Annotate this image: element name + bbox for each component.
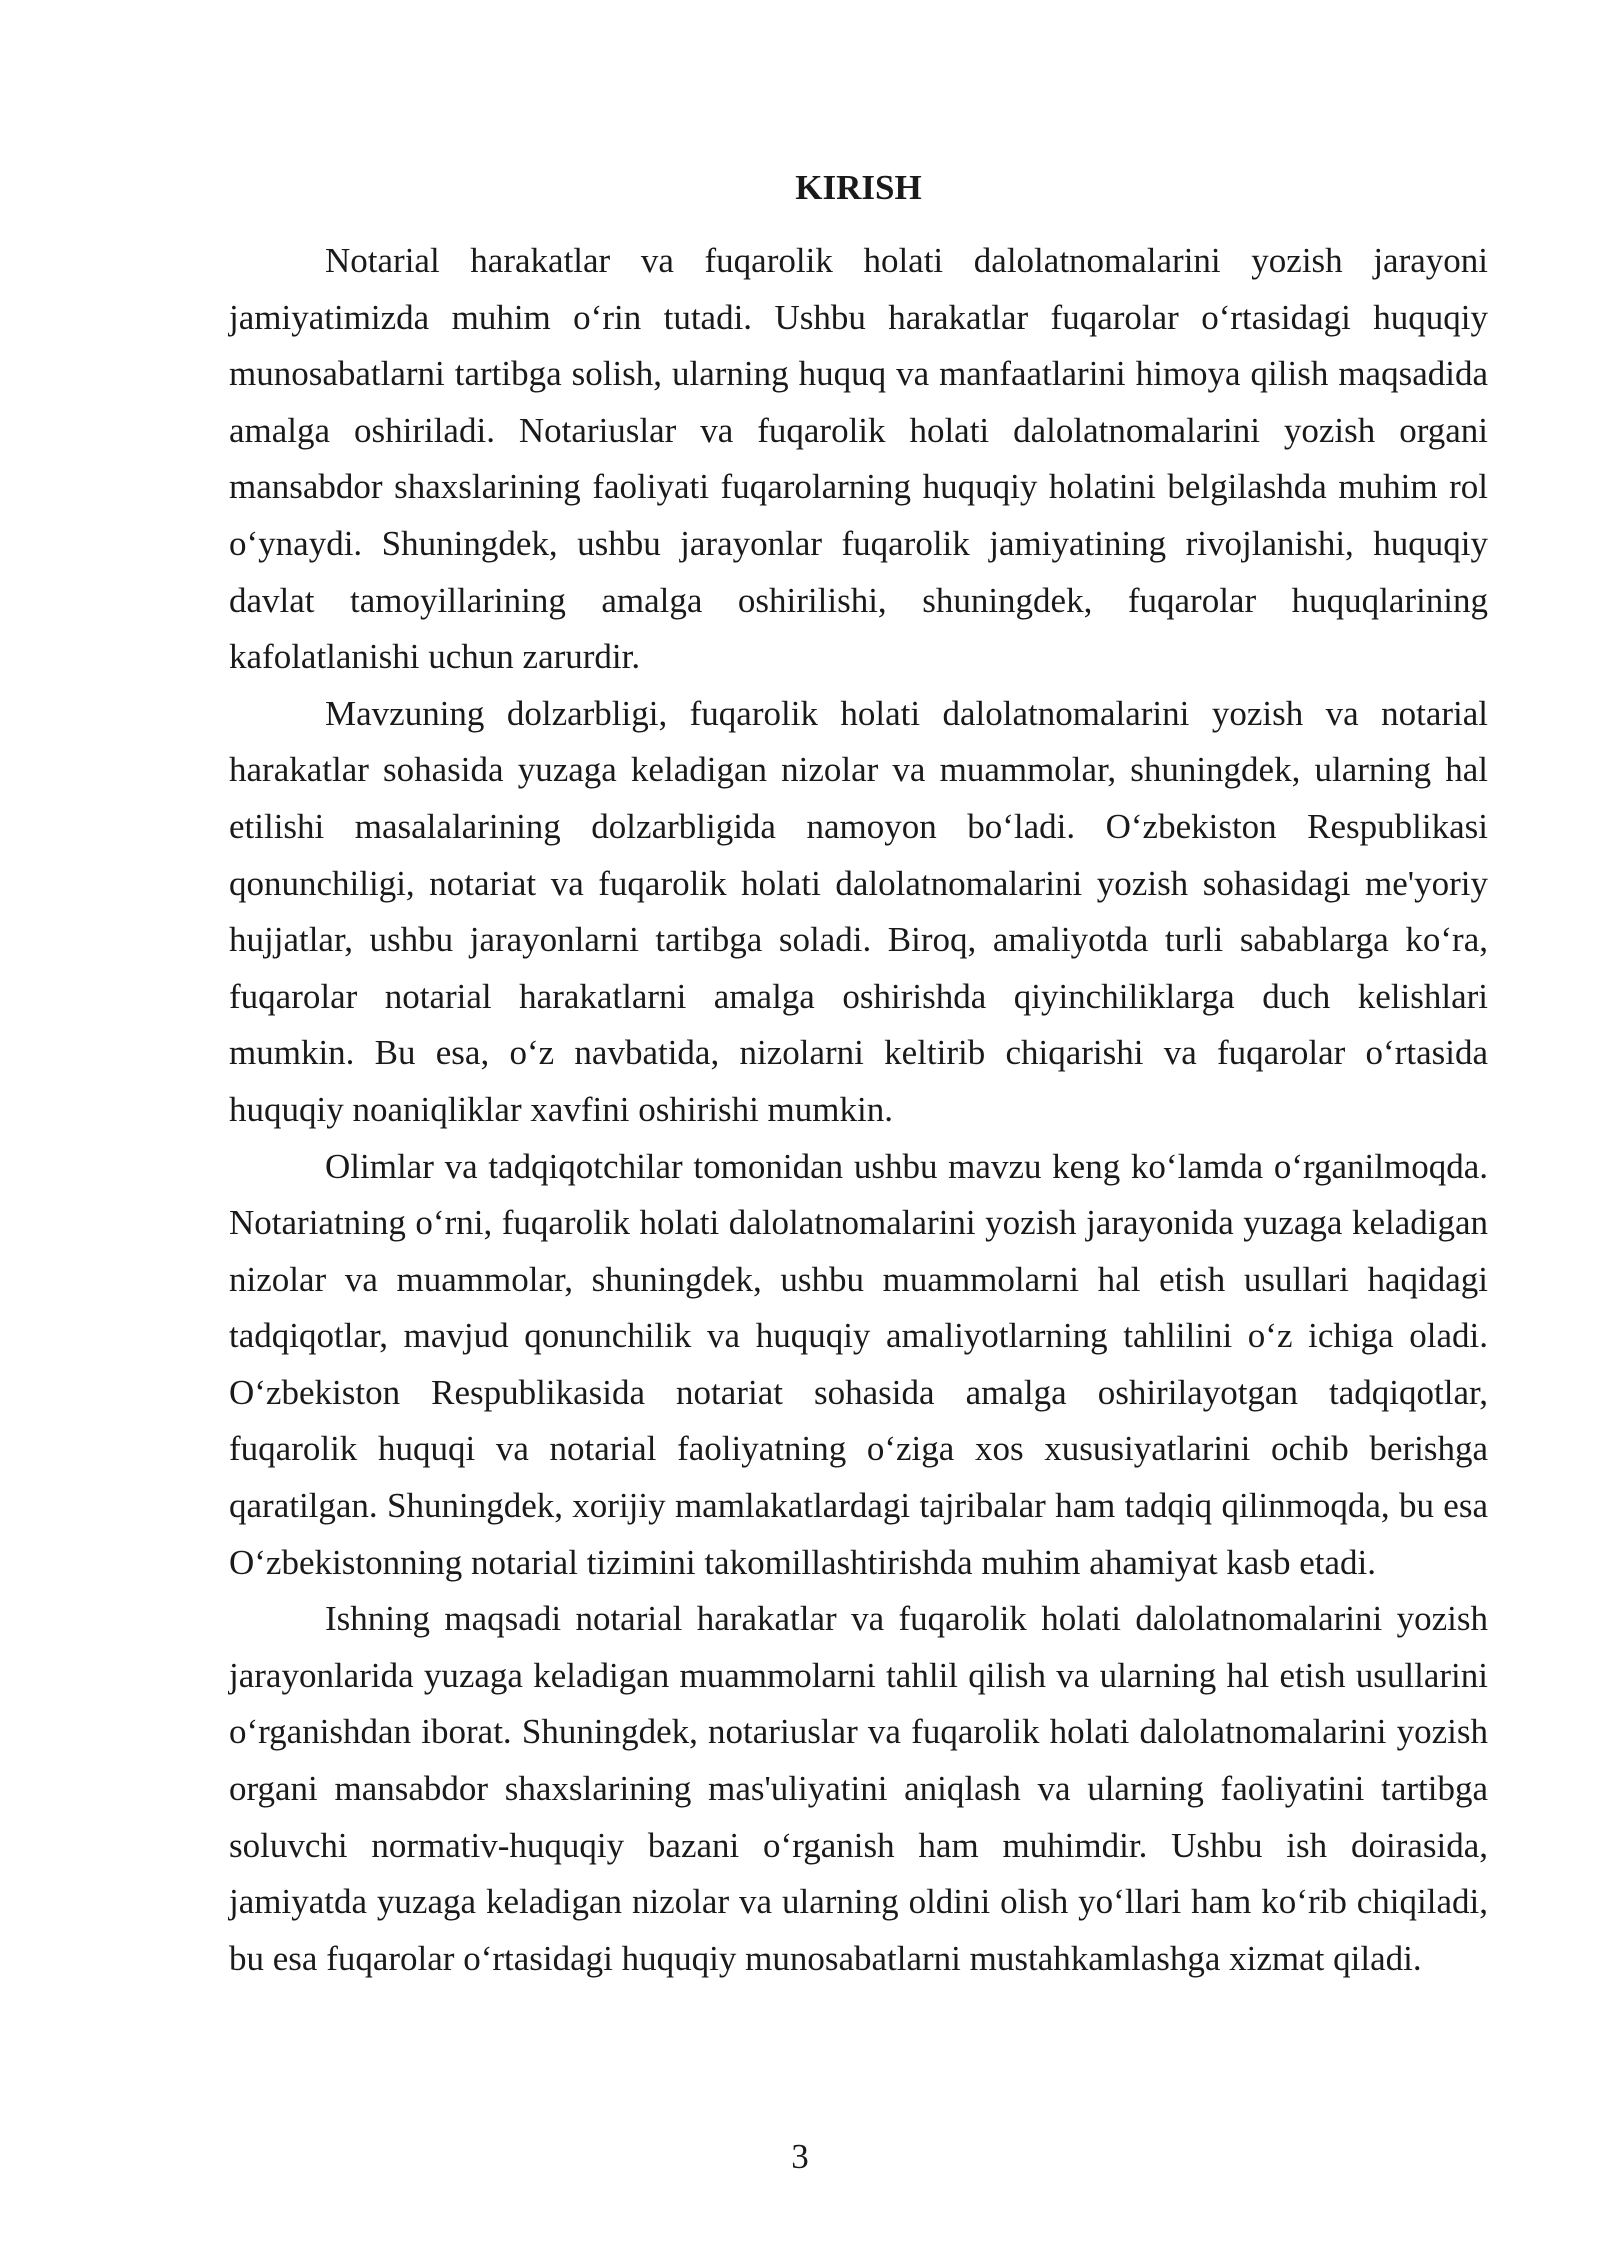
page-title: KIRISH: [795, 168, 922, 207]
page-number: 3: [791, 2137, 809, 2176]
paragraph-relevance: Mavzuning dolzarbligi, fuqarolik holati dalolatnomalarini yozish va notarial harakatlar sohasida yuzaga keladigan nizolar va muammolar, shuningdek, ularning hal etilishi masalalarining dolzarbligida namoyon bo‘ladi. O‘zbekiston Respublikasi qonunchiligi, notariat va fuqarolik holati dalolatnomalarini yozish sohasidagi me'yoriy hujjatlar, ushbu jarayonlarni tartibga soladi. Biroq, amaliyotda turli sabablarga ko‘ra, fuqarolar notarial harakatlarni amalga oshirishda qiyinchiliklarga duch kelishlari mumkin. Bu esa, o‘z navbatida, nizolarni keltirib chiqarishi va fuqarolar o‘rtasida huquqiy noaniqliklar xavfini oshirishi mumkin.: [229, 693, 1488, 1129]
paragraph-intro: Notarial harakatlar va fuqarolik holati dalolatnomalarini yozish jarayoni jamiyatimizda muhim o‘rin tutadi. Ushbu harakatlar fuqarolar o‘rtasidagi huquqiy munosabatlarni tartibga solish, ularning huquq va manfaatlarini himoya qilish maqsadida amalga oshiriladi. Notariuslar va fuqarolik holati dalolatnomalarini yozish organi mansabdor shaxslarining faoliyati fuqarolarning huquqiy holatini belgilashda muhim rol o‘ynaydi. Shuningdek, ushbu jarayonlar fuqarolik jamiyatining rivojlanishi, huquqiy davlat tamoyillarining amalga oshirilishi, shuningdek, fuqarolar huquqlarining kafolatlanishi uchun zarurdir.: [229, 241, 1488, 677]
paragraph-goal: Ishning maqsadi notarial harakatlar va fuqarolik holati dalolatnomalarini yozish jarayonlarida yuzaga keladigan muammolarni tahlil qilish va ularning hal etish usullarini o‘rganishdan iborat. Shuningdek, notariuslar va fuqarolik holati dalolatnomalarini yozish organi mansabdor shaxslarining mas'uliyatini aniqlash va ularning faoliyatini tartibga soluvchi normativ-huquqiy bazani o‘rganish ham muhimdir. Ushbu ish doirasida, jamiyatda yuzaga keladigan nizolar va ularning oldini olish yo‘llari ham ko‘rib chiqiladi, bu esa fuqarolar o‘rtasidagi huquqiy munosabatlarni mustahkamlashga xizmat qiladi.: [229, 1599, 1488, 1978]
document-body: [229, 160, 1488, 1987]
paragraph-research: Olimlar va tadqiqotchilar tomonidan ushbu mavzu keng ko‘lamda o‘rganilmoqda. Notariatning o‘rni, fuqarolik holati dalolatnomalarini yozish jarayonida yuzaga keladigan nizolar va muammolar, shuningdek, ushbu muammolarni hal etish usullari haqidagi tadqiqotlar, mavjud qonunchilik va huquqiy amaliyotlarning tahlilini o‘z ichiga oladi. O‘zbekiston Respublikasida notariat sohasida amalga oshirilayotgan tadqiqotlar, fuqarolik huquqi va notarial faoliyatning o‘ziga xos xususiyatlarini ochib berishga qaratilgan. Shuningdek, xorijiy mamlakatlardagi tajribalar ham tadqiq qilinmoqda, bu esa O‘zbekistonning notarial tizimini takomillashtirishda muhim ahamiyat kasb etadi.: [229, 1146, 1488, 1582]
